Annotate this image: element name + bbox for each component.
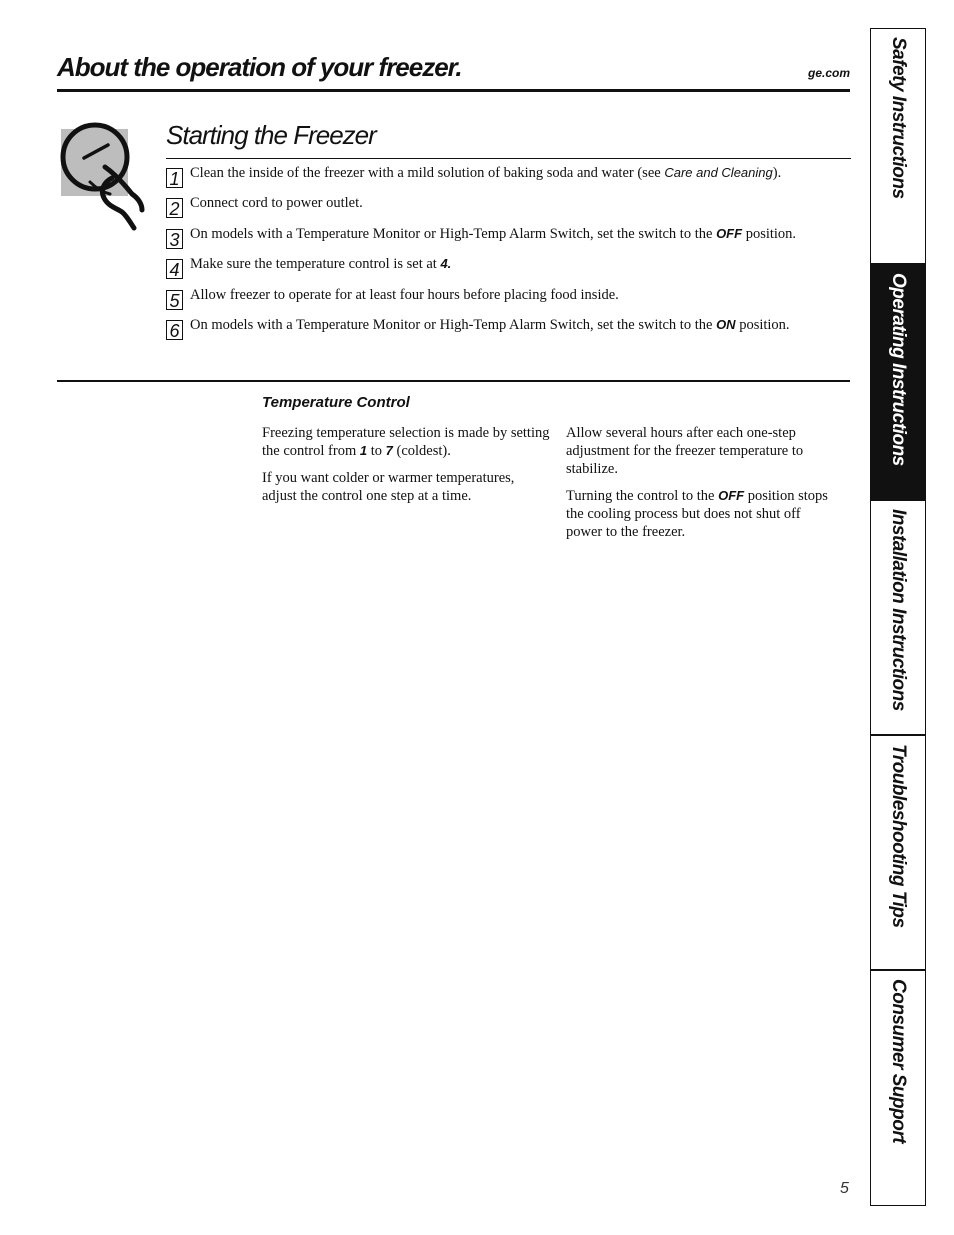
- step-3: [166, 226, 856, 256]
- temperature-control-heading: Temperature Control: [262, 394, 410, 411]
- text-column-left: [262, 424, 552, 514]
- divider-rule: [57, 380, 850, 382]
- step-number: 4: [166, 259, 183, 279]
- section-tabs: [870, 28, 926, 1206]
- step-number: 2: [166, 198, 183, 218]
- step-5: [166, 287, 856, 317]
- step-2: [166, 195, 856, 225]
- step-text: On models with a Temperature Monitor or High-Temp Alarm Switch, set the switch to the ON position.: [190, 316, 790, 333]
- step-4: [166, 256, 856, 286]
- tab-label: Safety Instructions: [888, 37, 909, 199]
- step-text: Clean the inside of the freezer with a mild solution of baking soda and water (see Care and Cleaning).: [190, 165, 782, 181]
- step-number: 3: [166, 229, 183, 249]
- step-text: Connect cord to power outlet.: [190, 195, 363, 212]
- step-number: 6: [166, 320, 183, 340]
- tab-label: Consumer Support: [888, 979, 909, 1144]
- tab-operating-instructions[interactable]: [871, 265, 925, 501]
- header-rule: [57, 89, 850, 92]
- step-text: Make sure the temperature control is set at 4.: [190, 256, 452, 273]
- paragraph: Freezing temperature selection is made by setting the control from 1 to 7 (coldest).: [262, 425, 550, 459]
- step-text: On models with a Temperature Monitor or High-Temp Alarm Switch, set the switch to the OFF position.: [190, 225, 797, 242]
- section-rule: [166, 158, 851, 159]
- tab-installation-instructions[interactable]: [871, 501, 925, 736]
- tab-consumer-support[interactable]: [871, 971, 925, 1205]
- paragraph: If you want colder or warmer temperatures, adjust the control one step at a time.: [262, 470, 515, 504]
- dial-turning-hand-icon: [60, 112, 150, 237]
- tab-label: Troubleshooting Tips: [888, 744, 909, 928]
- step-1: [166, 165, 856, 195]
- tab-safety-instructions[interactable]: [871, 29, 925, 265]
- step-number: 1: [166, 168, 183, 188]
- section-title: Starting the Freezer: [166, 120, 376, 150]
- paragraph: Allow several hours after each one-step adjustment for the freezer temperature to stabilize.: [566, 425, 804, 477]
- step-text: Allow freezer to operate for at least four hours before placing food inside.: [190, 286, 619, 303]
- text-column-right: [566, 424, 836, 550]
- step-number: 5: [166, 290, 183, 310]
- steps-list: [166, 165, 856, 347]
- step-6: [166, 317, 856, 347]
- site-url: ge.com: [807, 66, 850, 80]
- tab-troubleshooting-tips[interactable]: [871, 736, 925, 971]
- page-title: About the operation of your freezer.: [57, 52, 462, 82]
- paragraph: Turning the control to the OFF position stops the cooling process but does not shut off power to the freezer.: [566, 488, 828, 540]
- page-number: 5: [840, 1180, 849, 1197]
- tab-label: Operating Instructions: [888, 273, 909, 466]
- tab-label: Installation Instructions: [888, 509, 909, 711]
